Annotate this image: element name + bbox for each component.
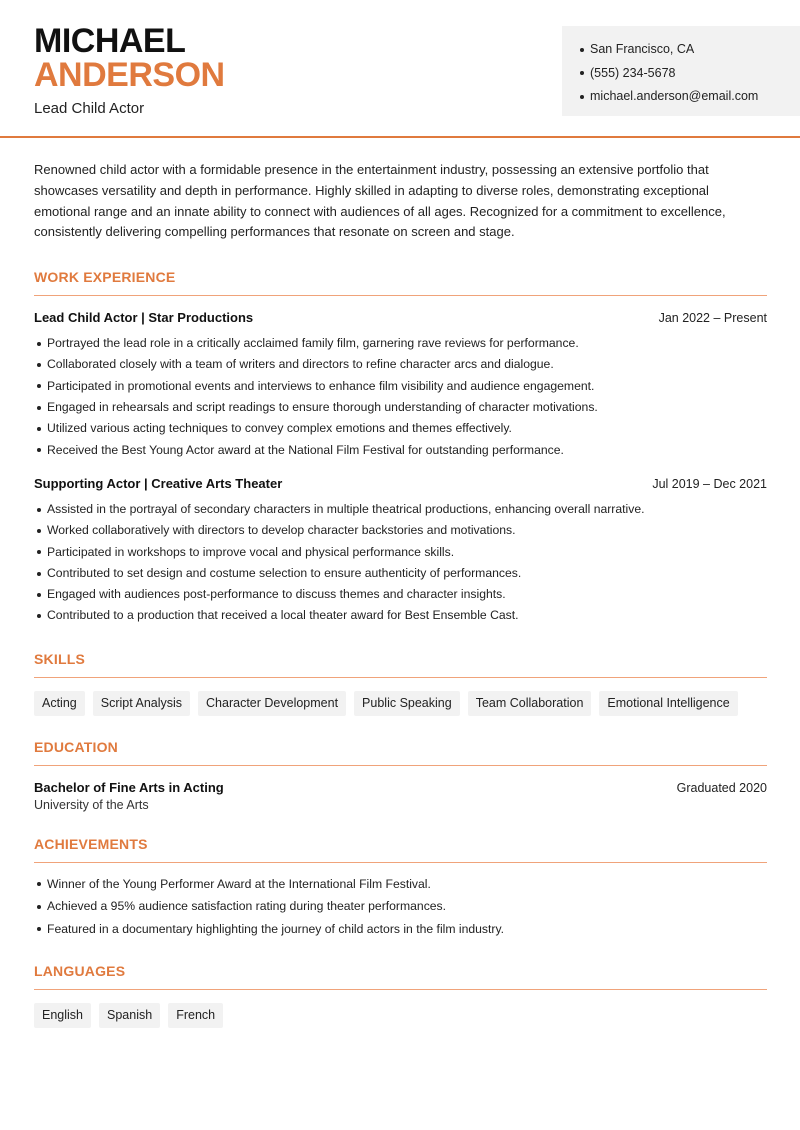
degree: Bachelor of Fine Arts in Acting (34, 779, 224, 795)
languages-section (34, 963, 767, 1028)
language-tag: French (168, 1003, 223, 1028)
section-title-education: EDUCATION (34, 739, 767, 766)
section-title-languages: LANGUAGES (34, 963, 767, 990)
bullet-icon (37, 508, 41, 512)
bullet-icon (37, 384, 41, 388)
bullet-icon (37, 572, 41, 576)
list-item: Worked collaboratively with directors to develop character backstories and motivations. (34, 520, 767, 541)
job-date: Jan 2022 – Present (658, 311, 767, 326)
summary-text: Renowned child actor with a formidable presence in the entertainment industry, possessing an extensive portfolio that showcases versatility and depth in performance. Highly skilled in adapting to diverse roles, demonstrating exceptional emotional range and an innate ability to connect with audiences of all ages. Recognized for a commitment to excellence, consistently delivering compelling performances that resonate on screen and stage. (34, 162, 726, 240)
bullet-icon (37, 593, 41, 597)
skill-tag: Public Speaking (354, 691, 460, 716)
section-title-work: WORK EXPERIENCE (34, 269, 767, 296)
contact-location (580, 38, 800, 62)
achievements-list (34, 873, 767, 941)
skill-tag: Acting (34, 691, 85, 716)
list-item: Received the Best Young Actor award at the National Film Festival for outstanding performance. (34, 440, 767, 461)
bullet-icon (37, 882, 41, 886)
list-item: Utilized various acting techniques to convey complex emotions and themes effectively. (34, 418, 767, 439)
list-item: Featured in a documentary highlighting the journey of child actors in the film industry. (34, 918, 767, 941)
phone-text: (555) 234-5678 (590, 65, 676, 80)
skills-tags (34, 691, 767, 716)
contact-box (562, 26, 800, 116)
achievements-section (34, 836, 767, 941)
resume-content (34, 160, 767, 1028)
first-name: MICHAEL (34, 22, 186, 60)
list-item: Collaborated closely with a team of writers and directors to refine character arcs and dialogue. (34, 354, 767, 375)
contact-phone (580, 62, 800, 86)
language-tag: English (34, 1003, 91, 1028)
job-bullets (34, 499, 767, 627)
bullet-icon (580, 95, 584, 99)
school-name: University of the Arts (34, 797, 149, 812)
bullet-icon (37, 342, 41, 346)
job-entry (34, 476, 767, 627)
job-title: Lead Child Actor (34, 100, 145, 117)
last-name: ANDERSON (34, 56, 225, 94)
bullet-icon (37, 927, 41, 931)
list-item: Participated in promotional events and interviews to enhance film visibility and audience engagement. (34, 376, 767, 397)
list-item: Assisted in the portrayal of secondary characters in multiple theatrical productions, enhancing overall narrative. (34, 499, 767, 520)
bullet-icon (37, 448, 41, 452)
location-text: San Francisco, CA (590, 42, 695, 56)
contact-email (580, 85, 800, 109)
job-role: Lead Child Actor | Star Productions (34, 310, 254, 326)
bullet-icon (37, 406, 41, 410)
list-item: Winner of the Young Performer Award at the International Film Festival. (34, 873, 767, 896)
list-item: Contributed to set design and costume selection to ensure authenticity of performances. (34, 563, 767, 584)
section-title-achievements: ACHIEVEMENTS (34, 836, 767, 863)
job-date: Jul 2019 – Dec 2021 (652, 476, 767, 491)
resume-header (0, 0, 800, 138)
list-item: Contributed to a production that received a local theater award for Best Ensemble Cast. (34, 605, 767, 626)
skills-section (34, 651, 767, 716)
list-item: Achieved a 95% audience satisfaction rating during theater performances. (34, 895, 767, 918)
list-item: Participated in workshops to improve vocal and physical performance skills. (34, 542, 767, 563)
bullet-icon (37, 614, 41, 618)
list-item: Portrayed the lead role in a critically acclaimed family film, garnering rave reviews for performance. (34, 333, 767, 354)
bullet-icon (580, 48, 584, 52)
bullet-icon (37, 529, 41, 533)
bullet-icon (37, 905, 41, 909)
bullet-icon (37, 550, 41, 554)
list-item: Engaged with audiences post-performance to discuss themes and character insights. (34, 584, 767, 605)
education-section (34, 739, 767, 812)
skill-tag: Team Collaboration (468, 691, 592, 716)
bullet-icon (580, 71, 584, 75)
job-entry (34, 310, 767, 461)
email-text: michael.anderson@email.com (590, 89, 759, 103)
language-tags (34, 1003, 767, 1028)
skill-tag: Character Development (198, 691, 346, 716)
graduation-date: Graduated 2020 (676, 780, 767, 795)
bullet-icon (37, 363, 41, 367)
bullet-icon (37, 427, 41, 431)
skill-tag: Script Analysis (93, 691, 190, 716)
work-section (34, 269, 767, 627)
language-tag: Spanish (99, 1003, 160, 1028)
education-entry (34, 780, 767, 812)
list-item: Engaged in rehearsals and script readings to ensure thorough understanding of character motivations. (34, 397, 767, 418)
job-bullets (34, 333, 767, 461)
section-title-skills: SKILLS (34, 651, 767, 678)
job-role: Supporting Actor | Creative Arts Theater (34, 475, 283, 491)
skill-tag: Emotional Intelligence (599, 691, 737, 716)
